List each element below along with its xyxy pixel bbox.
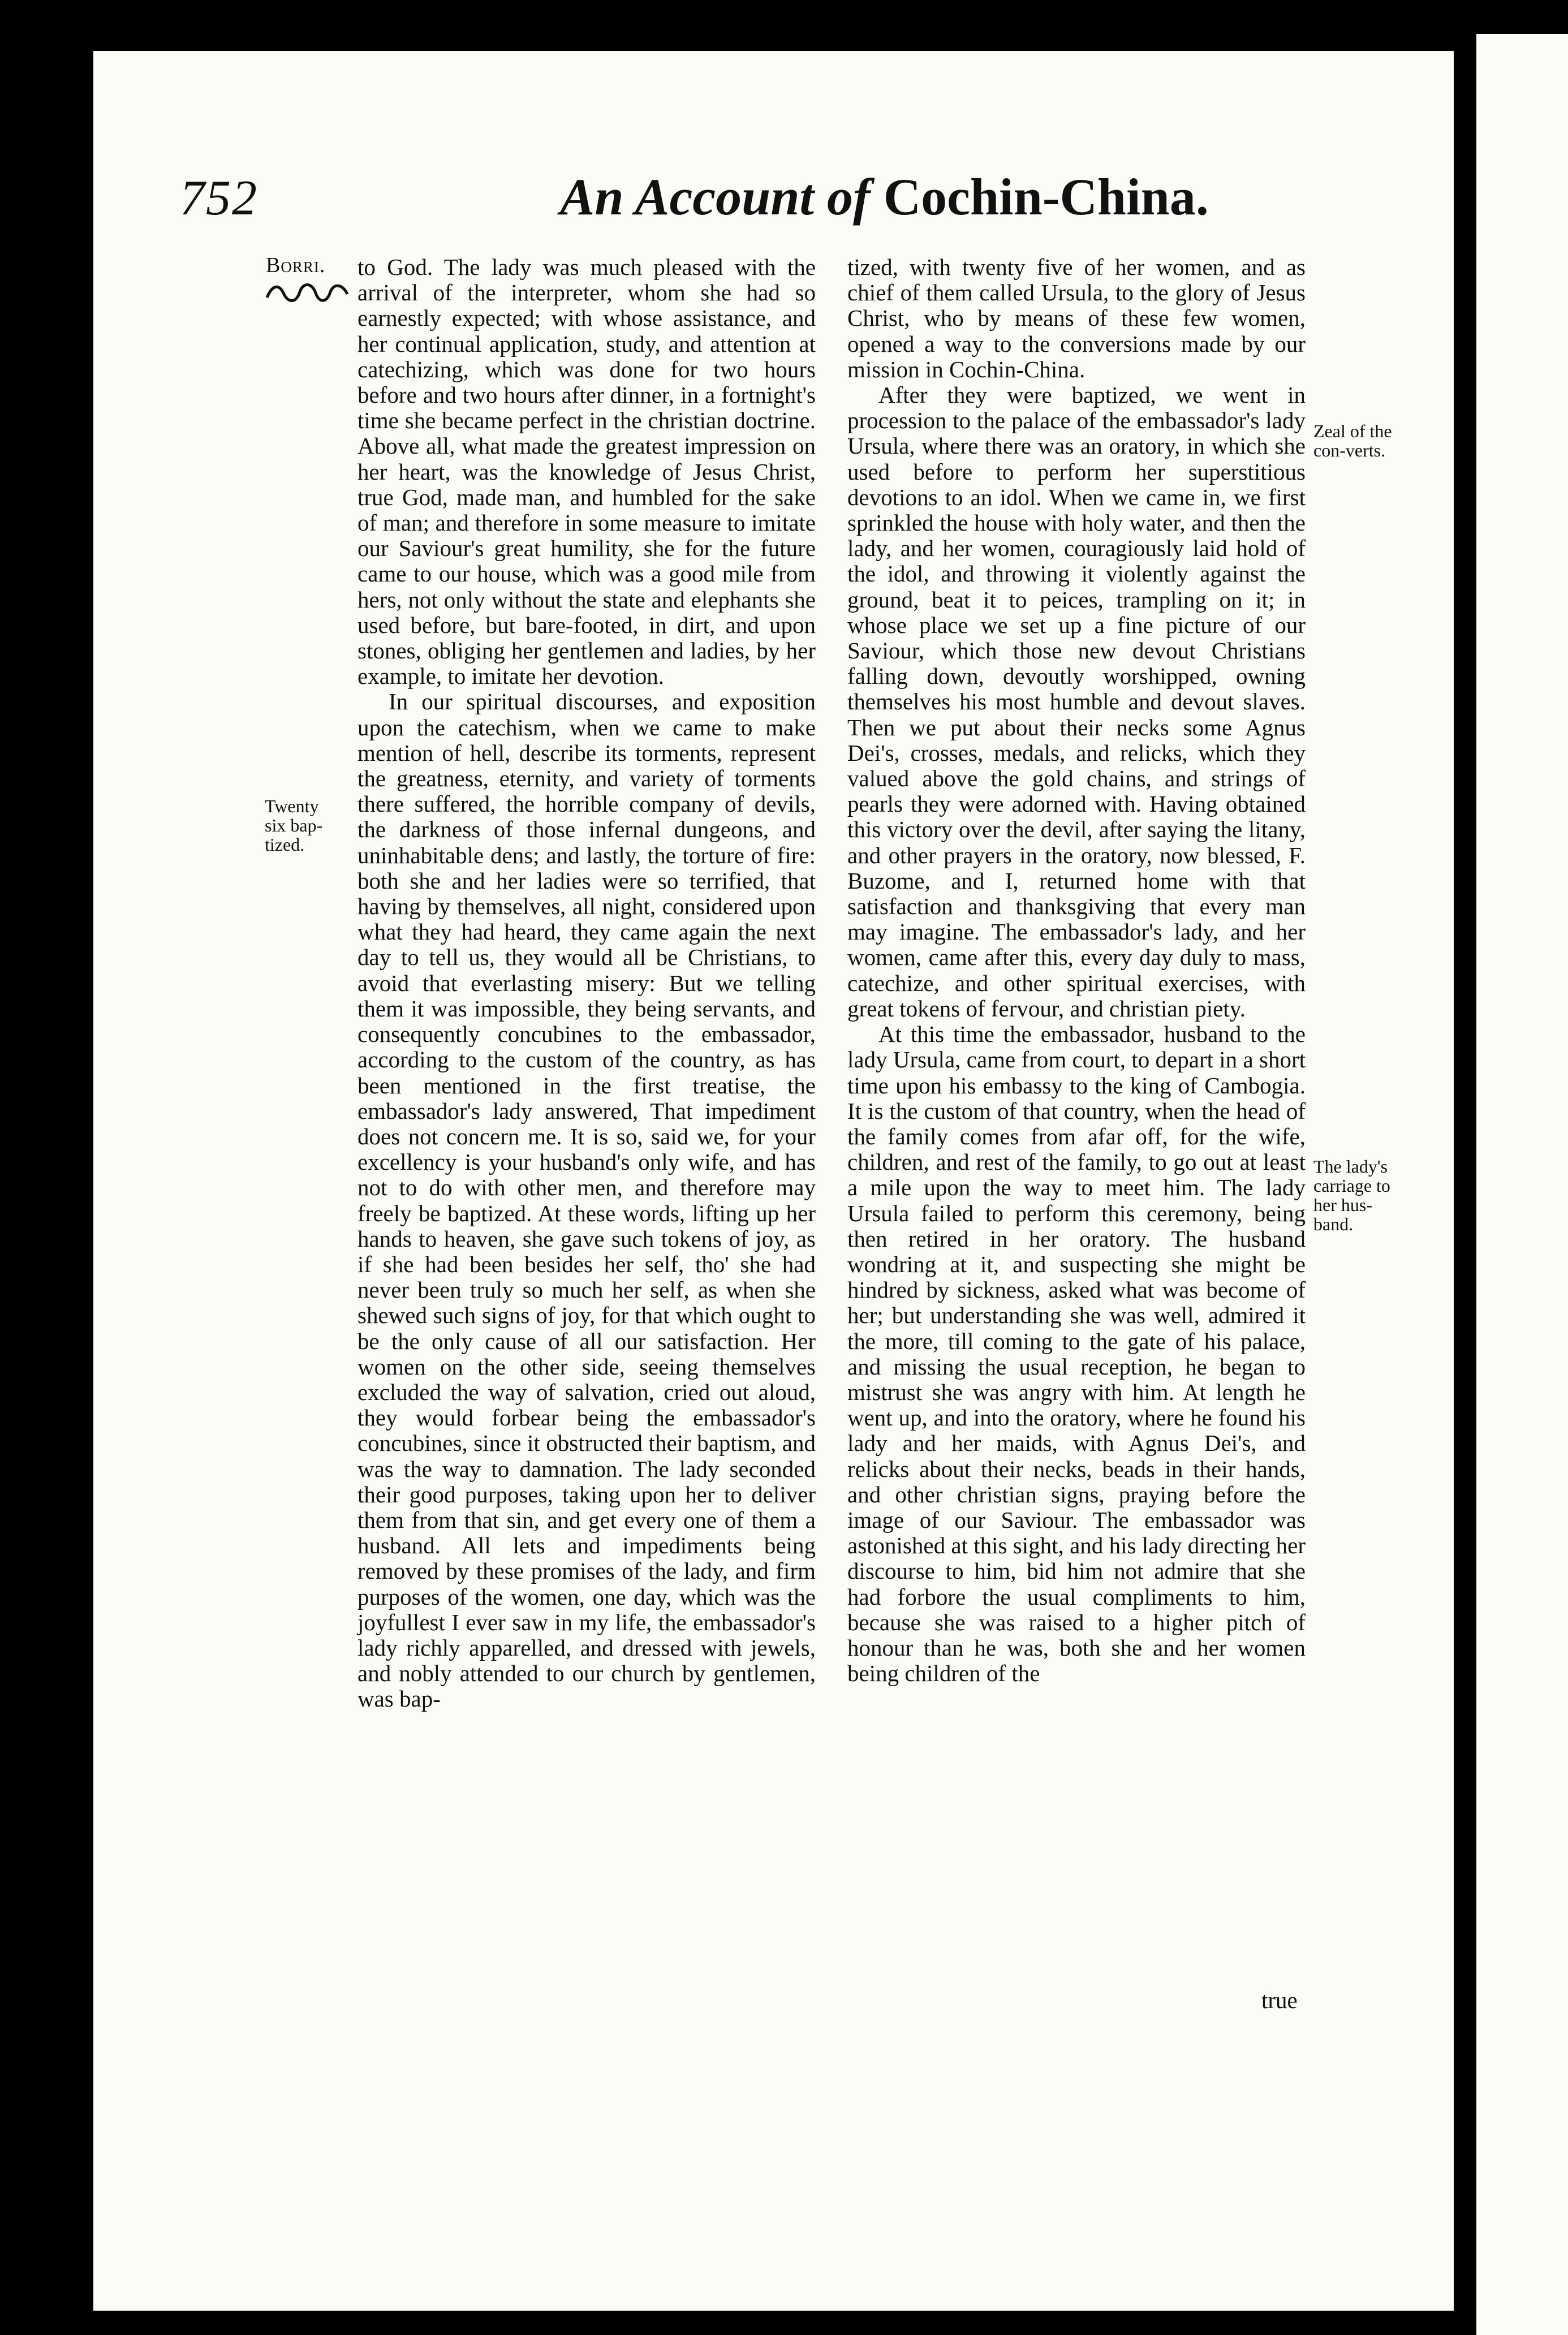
paragraph: In our spiritual discourses, and exposition upon the catechism, when we came to make mention of hell, describe its torments, represent the greatness, eternity, and variety of torments there suffered, the horrible company of devils, the darkness of those infernal dungeons, and uninhabitable dens; and lastly, the torture of fire: both she and her ladies were so terrified, that having by themselves, all night, considered upon what they had heard, they came again the next day to tell us, they would all be Christians, to avoid that everlasting misery: But we telling them it was impossible, they being servants, and consequently concubines to the embassador, according to the custom of the country, as has been mentioned in the first treatise, the embassador's lady answered, That impediment does not concern me. It is so, said we, for your excellency is your husband's only wife, and has not to do with other men, and therefore may freely be baptized. At these words, lifting up her hands to heaven, she gave such tokens of joy, as if she had been besides her self, tho' she had never been truly so much her self, as when she shewed such signs of joy, for that which ought to be the only cause of all our satisfaction. Her women on the other side, seeing themselves excluded the way of salvation, cried out aloud, they would forbear being the embassador's concubines, since it obstructed their baptism, and was the way to damnation. The lady seconded their good purposes, taking upon her to deliver them from that sin, and get every one of them a husband. All lets and impediments being removed by these promises of the lady, and firm purposes of the women, one day, which was the joyfullest I ever saw in my life, the embassador's lady richly apparelled, and dressed with jewels, and nobly attended to our church by gentlemen, was bap-	[357, 688, 816, 1712]
paragraph: tized, with twenty five of her women, and as chief of them called Ursula, to the glory of Jesus Christ, who by means of these few women, opened a way to the conversions made by our mission in Cochin-China.	[847, 254, 1306, 382]
title-prefix: An Account of	[560, 168, 871, 226]
paragraph: to God. The lady was much pleased with the arrival of the interpreter, whom she had so earnestly expected; with whose assistance, and her continual application, study, and attention at catechizing, which was done for two hours before and two hours after dinner, in a fortnight's time she became perfect in the christian doctrine. Above all, what made the greatest impression on her heart, was the knowledge of Jesus Christ, true God, made man, and humbled for the sake of man; and therefore in some measure to imitate our Saviour's great humility, she for the future came to our house, which was a good mile from hers, not only without the state and elephants she used before, but bare-footed, in dirt, and upon stones, obliging her gentlemen and ladies, by her example, to imitate her devotion.	[357, 254, 816, 690]
paragraph: After they were baptized, we went in procession to the palace of the embassador's lady Ursula, where there was an oratory, in which she used before to perform her superstitious devotions to an idol. When we came in, we first sprinkled the house with holy water, and then the lady, and her women, couragiously laid hold of the idol, and throwing it violently against the ground, beat it to peices, trampling on it; in whose place we set up a fine picture of our Saviour, which those new devout Christians falling down, devoutly worshipped, owning themselves his most humble and devout slaves. Then we put about their necks some Agnus Dei's, crosses, medals, and relicks, which they valued above the gold chains, and strings of pearls they were adorned with. Having obtained this victory over the devil, after saying the litany, and other prayers in the oratory, now blessed, F. Buzome, and I, returned home with that satisfaction and thanksgiving that every man may imagine. The embassador's lady, and her women, came after this, every day duly to mass, catechize, and other spiritual exercises, with great tokens of fervour, and christian piety.	[847, 382, 1306, 1022]
left-column	[357, 255, 816, 1712]
right-column	[847, 255, 1306, 1686]
margin-note-zeal: Zeal of the con-verts.	[1313, 421, 1392, 460]
catchword: true	[1261, 1987, 1298, 2013]
page-title	[560, 167, 1209, 227]
page-number: 752	[180, 171, 258, 226]
facing-page-edge	[1476, 34, 1568, 2335]
paragraph: At this time the embassador, husband to the lady Ursula, came from court, to depart in a short time upon his embassy to the king of Cambogia. It is the custom of that country, when the head of the family comes from afar off, for the wife, children, and rest of the family, to go out at least a mile upon the way to meet him. The lady Ursula failed to perform this ceremony, being then retired in her oratory. The husband wondring at it, and suspecting she might be hindred by sickness, asked what was become of her; but understanding she was well, admired it the more, till coming to the gate of his palace, and missing the usual reception, he began to mistrust she was angry with him. At length he went up, and into the oratory, where he found his lady and her maids, with Agnus Dei's, and relicks about their necks, beads in their hands, and other christian signs, praying before the image of our Saviour. The embassador was astonished at this sight, and his lady directing her discourse to him, bid him not admire that she had forbore the usual compliments to him, because she was raised to a higher pitch of honour than he was, both she and her women being children of the	[847, 1021, 1306, 1687]
page-gutter	[1454, 34, 1476, 2335]
running-head-author: Borri.	[266, 253, 326, 277]
margin-note-carriage: The lady's carriage to her hus-band.	[1313, 1156, 1390, 1234]
swash-ornament-icon	[265, 282, 350, 302]
title-place: Cochin-China.	[883, 168, 1209, 226]
margin-note-twenty-baptized: Twenty six bap-tized.	[265, 796, 323, 855]
